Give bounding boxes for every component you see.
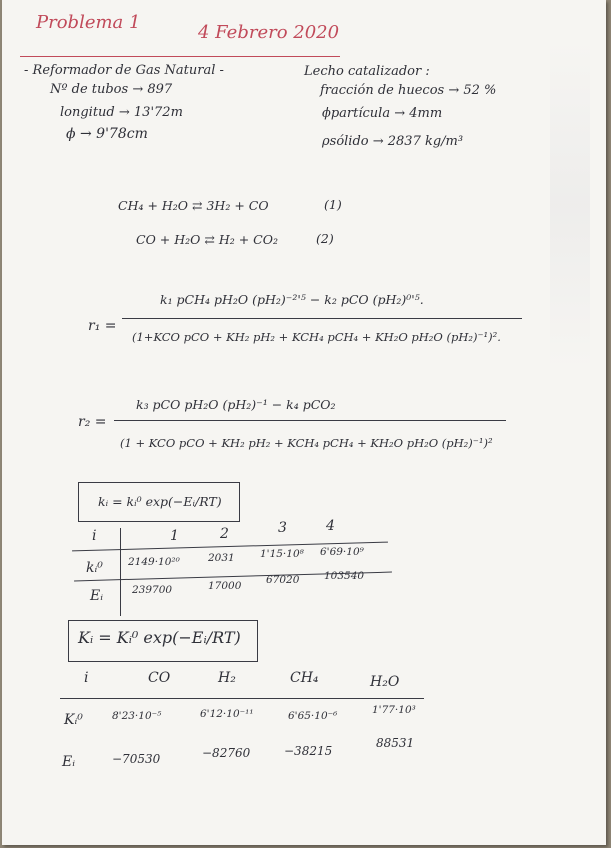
page-date: 4 Febrero 2020 (198, 22, 340, 43)
page-title: Problema 1 (36, 12, 141, 33)
kinetic-row-k-label: kᵢ⁰ (86, 560, 103, 576)
kinetic-k-2: 2031 (208, 552, 235, 564)
rate-2-numerator: k₃ pCO pH₂O (pH₂)⁻¹ − k₄ pCO₂ (136, 397, 336, 412)
adsorption-col-co: CO (148, 670, 171, 686)
kinetic-k-3: 1'15·10⁸ (260, 548, 304, 560)
kinetic-col-1: 1 (170, 528, 179, 544)
bleed-through-shadow (550, 40, 590, 370)
reaction-2: CO + H₂O ⇄ H₂ + CO₂ (136, 232, 278, 247)
reformer-tubes: Nº de tubos → 897 (50, 82, 173, 97)
reformer-heading: - Reformador de Gas Natural - (24, 63, 224, 78)
adsorption-table-header-i: i (84, 670, 89, 686)
adsorption-col-h2: H₂ (218, 670, 236, 686)
adsorption-col-ch4: CH₄ (290, 670, 319, 686)
adsorption-k-ch4: 6'65·10⁻⁶ (288, 710, 338, 722)
reaction-2-number: (2) (316, 231, 334, 246)
kinetic-col-3: 3 (278, 520, 287, 536)
adsorption-formula: Kᵢ = Kᵢ⁰ exp(−Eᵢ/RT) (78, 628, 241, 647)
reaction-1: CH₄ + H₂O ⇄ 3H₂ + CO (118, 198, 269, 213)
rate-2-fraction-bar (114, 420, 506, 421)
kinetic-row-e-label: Eᵢ (90, 588, 104, 604)
catalyst-particle: ϕpartícula → 4mm (322, 106, 443, 121)
reaction-1-number: (1) (324, 197, 342, 212)
kinetic-e-4: 103540 (324, 570, 365, 582)
kinetic-table-header-i: i (92, 528, 97, 544)
catalyst-heading: Lecho catalizador : (304, 64, 430, 79)
adsorption-e-h2: −82760 (202, 746, 251, 760)
kinetic-col-2: 2 (220, 526, 229, 542)
kinetic-e-2: 17000 (208, 580, 242, 592)
adsorption-k-h2o: 1'77·10³ (372, 704, 416, 716)
adsorption-col-h2o: H₂O (370, 674, 400, 690)
adsorption-e-ch4: −38215 (284, 744, 333, 758)
kinetic-k-1: 2149·10²⁰ (128, 556, 180, 568)
kinetic-k-4: 6'69·10⁹ (320, 546, 364, 558)
reformer-length: longitud → 13'72m (60, 105, 183, 120)
rate-1-numerator: k₁ pCH₄ pH₂O (pH₂)⁻²'⁵ − k₂ pCO (pH₂)⁰'⁵. (160, 292, 424, 307)
adsorption-row-e-label: Eᵢ (62, 754, 76, 770)
kinetic-e-1: 239700 (132, 584, 173, 596)
adsorption-e-h2o: 88531 (376, 736, 415, 750)
kinetic-col-4: 4 (326, 518, 335, 534)
adsorption-header-line (60, 698, 424, 699)
reformer-diameter: ϕ → 9'78cm (66, 126, 148, 142)
adsorption-row-k-label: Kᵢ⁰ (64, 712, 83, 728)
rate-1-fraction-bar (122, 318, 522, 319)
catalyst-void-fraction: fracción de huecos → 52 % (320, 83, 497, 98)
title-underline (20, 56, 340, 57)
adsorption-k-h2: 6'12·10⁻¹¹ (200, 708, 254, 720)
kinetic-row-divider (120, 528, 121, 616)
kinetic-formula: kᵢ = kᵢ⁰ exp(−Eᵢ/RT) (98, 494, 222, 509)
rate-1-label: r₁ = (88, 318, 117, 334)
adsorption-k-co: 8'23·10⁻⁵ (112, 710, 162, 722)
adsorption-e-co: −70530 (112, 752, 161, 766)
notebook-page (2, 0, 606, 845)
catalyst-solid-density: ρsólido → 2837 kg/m³ (322, 134, 464, 149)
rate-2-denominator: (1 + KCO pCO + KH₂ pH₂ + KCH₄ pCH₄ + KH₂O pH₂O (pH₂)⁻¹)² (120, 436, 493, 450)
rate-2-label: r₂ = (78, 414, 107, 430)
kinetic-e-3: 67020 (266, 574, 300, 586)
rate-1-denominator: (1+KCO pCO + KH₂ pH₂ + KCH₄ pCH₄ + KH₂O pH₂O (pH₂)⁻¹)². (132, 330, 501, 344)
